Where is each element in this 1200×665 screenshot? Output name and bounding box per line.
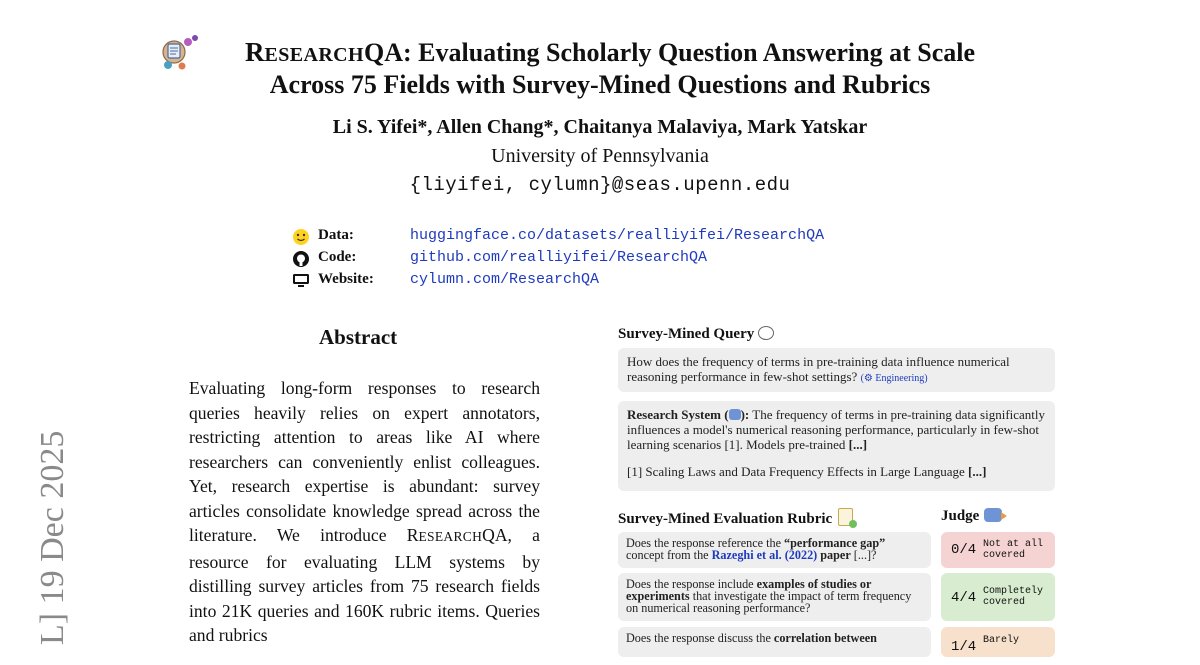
judge-score: 4/4 Completely covered — [941, 573, 1055, 621]
judge-heading: Judge — [941, 508, 1002, 525]
judge-score: 1/4 Barely — [941, 627, 1055, 657]
judge-score: 0/4 Not at all covered — [941, 532, 1055, 568]
code-url-link[interactable]: github.com/realliyifei/ResearchQA — [410, 249, 708, 266]
research-system-box: Research System ( ): The frequency of terms in pre-training data significantly influences a model's numerical reasoning performance, particularly in few-shot learning scenarios [1]. Models pre-trained [...] [1] Scaling Laws and Data Frequency Effects in Large Language [...] — [618, 401, 1055, 491]
abstract-body: Evaluating long-form responses to research queries heavily relies on expert annotators, restricting attention to areas like AI where researchers can conveniently enlist colleagues. Yet, research expertise is abundant: survey articles consolidate knowledge spread across the literature. We introduce RESEARCHQA, a resource for evaluating LLM systems by distilling survey articles from 75 research fields into 21K queries and 160K rubric items. Queries and rubrics — [189, 378, 540, 645]
monitor-icon — [292, 272, 310, 290]
rubric-item: Does the response reference the “performance gap” concept from the Razeghi et al. (2022) paper [...]? — [618, 532, 931, 568]
rubric-heading: Survey-Mined Evaluation Rubric — [618, 508, 853, 528]
author-emails: {liyifei, cylumn}@seas.upenn.edu — [409, 174, 791, 196]
rubric-item: Does the response include examples of studies or experiments that investigate the impact of term frequency on numerical reasoning performance? — [618, 573, 931, 621]
github-icon — [292, 250, 310, 268]
survey-query-heading: Survey-Mined Query — [618, 326, 774, 343]
abstract-heading: Abstract — [319, 325, 398, 349]
arxiv-side-stamp: L] 19 Dec 2025 — [34, 430, 71, 645]
robot-judge-icon — [984, 508, 1002, 522]
clipboard-check-icon — [838, 508, 853, 526]
engineering-icon: ⚙ — [863, 373, 873, 384]
research-system-icon — [729, 409, 741, 420]
speech-bubble-icon — [758, 326, 774, 340]
author-list: Li S. Yifei*, Allen Chang*, Chaitanya Malaviya, Mark Yatskar — [332, 116, 868, 138]
code-label: Code: — [318, 249, 357, 265]
data-url-link[interactable]: huggingface.co/datasets/realliyifei/ResearchQA — [410, 227, 825, 244]
affiliation: University of Pennsylvania — [491, 145, 709, 167]
paper-title-line2: Across 75 Fields with Survey-Mined Questions and Rubrics — [269, 70, 931, 99]
rubric-item: Does the response discuss the correlation between — [618, 627, 931, 657]
data-label: Data: — [318, 227, 354, 243]
website-url-link[interactable]: cylumn.com/ResearchQA — [410, 271, 600, 288]
hugging-face-icon — [292, 228, 310, 246]
survey-query-box: How does the frequency of terms in pre-training data influence numerical reasoning performance in few-shot settings? (⚙ Engineering) — [618, 348, 1055, 392]
website-label: Website: — [318, 271, 374, 287]
paper-title-line1: RESEARCHQA: Evaluating Scholarly Question Answering at Scale — [244, 37, 976, 67]
